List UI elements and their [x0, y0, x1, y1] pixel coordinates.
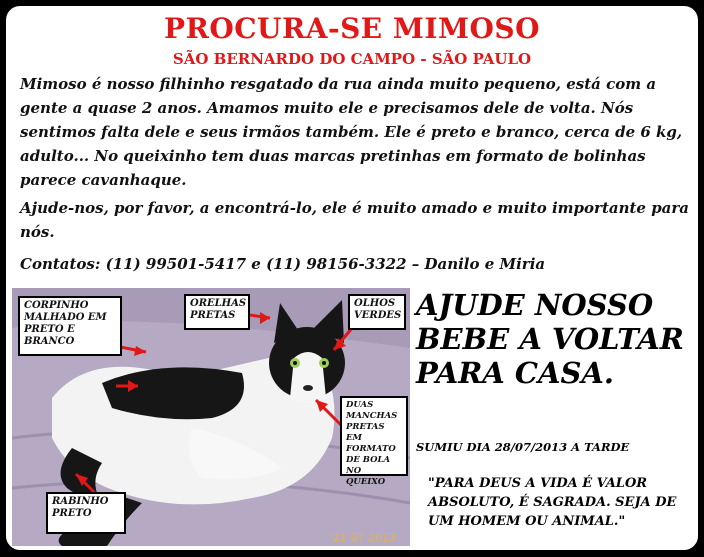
poster-subtitle: SÃO BERNARDO DO CAMPO - SÃO PAULO — [172, 50, 532, 68]
photo-timestamp: 21 07 2013 — [333, 531, 396, 544]
poster-card — [4, 4, 700, 552]
label-tail: RABINHO PRETO — [46, 492, 126, 534]
quote: "PARA DEUS A VIDA É VALOR ABSOLUTO, É SAGRADA. SEJA DE UM HOMEM OU ANIMAL." — [428, 476, 677, 529]
poster-title: PROCURA-SE MIMOSO — [164, 12, 540, 45]
appeal-paragraph: Ajude-nos, por favor, a encontrá-lo, ele é muito amado e muito importante para nós. — [20, 199, 690, 241]
cat-photo — [12, 288, 410, 546]
label-body: CORPINHO MALHADO EM PRETO E BRANCO — [18, 296, 122, 356]
contacts-line: Contatos: (11) 99501-5417 e (11) 98156-3322 – Danilo e Miria — [20, 255, 546, 273]
label-chin: DUAS MANCHAS PRETAS EM FORMATO DE BOLA NO QUEIXO — [340, 396, 408, 476]
label-ears: ORELHAS PRETAS — [184, 294, 250, 330]
headline: AJUDE NOSSO BEBE A VOLTAR PARA CASA. — [416, 288, 684, 390]
description-paragraph: Mimoso é nosso filhinho resgatado da rua ainda muito pequeno, está com a gente a quase 2 anos. Amamos muito ele e precisamos dele de volta. Nós sentimos falta dele e seus irmãos também. Ele é preto e branco, cerca de 6 kg, adulto... No queixinho tem duas marcas pretinhas em formato de bolinhas parece cavanhaque. — [20, 75, 683, 189]
missing-since: SUMIU DIA 28/07/2013 A TARDE — [416, 440, 630, 454]
label-eyes: OLHOS VERDES — [348, 294, 406, 330]
